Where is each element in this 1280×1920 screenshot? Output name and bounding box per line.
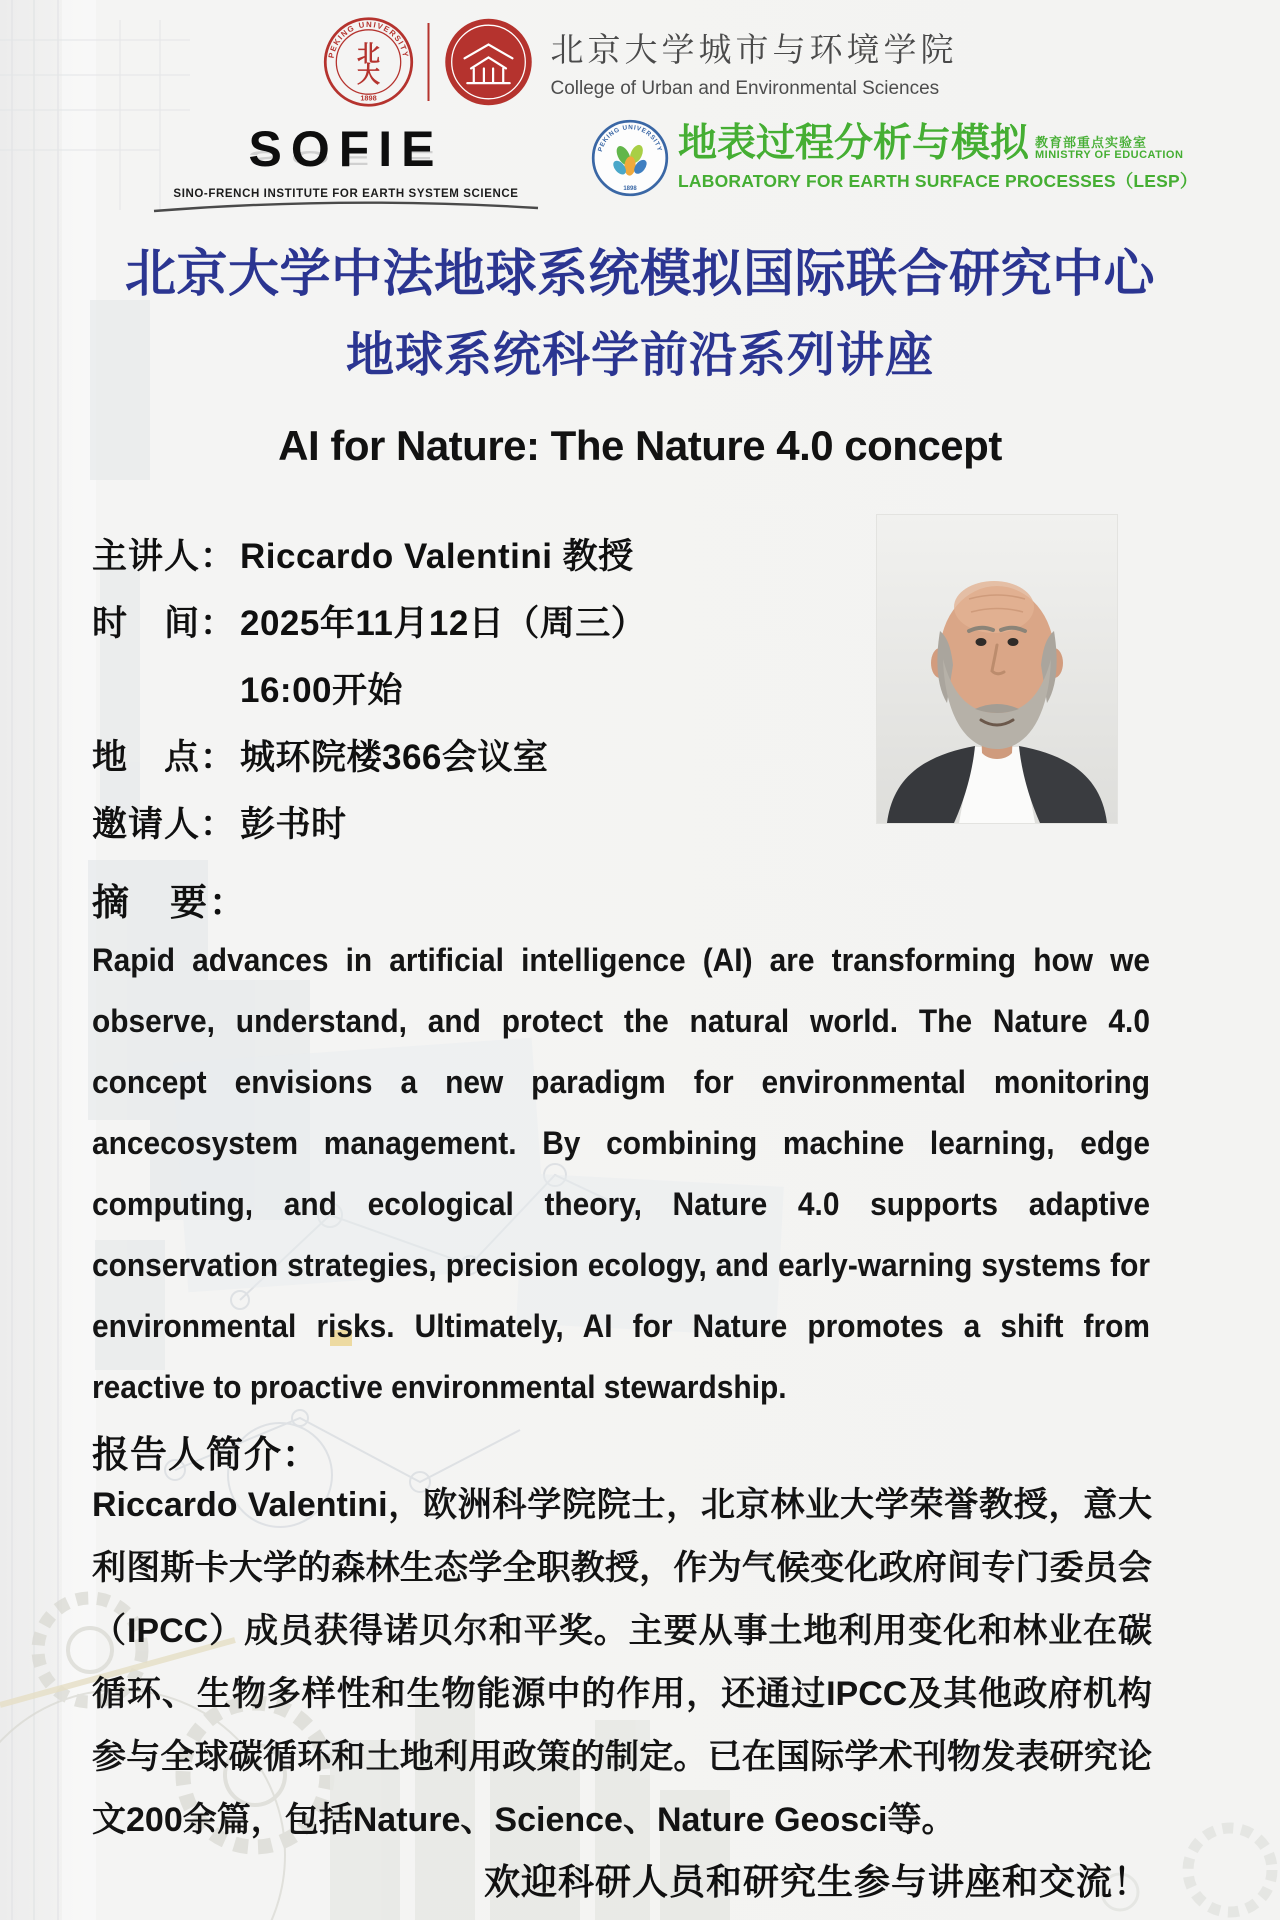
info-value: 2025年11月12日（周三） bbox=[240, 603, 647, 643]
welcome-line: 欢迎科研人员和研究生参与讲座和交流！ bbox=[483, 1861, 1150, 1902]
info-label: 地 点： bbox=[92, 737, 237, 777]
sofie-wordmark: SOFIE SOFIE bbox=[150, 124, 542, 174]
svg-text:1898: 1898 bbox=[360, 93, 377, 103]
seal-divider bbox=[428, 23, 430, 101]
lecture-title-en: AI for Nature: The Nature 4.0 concept bbox=[278, 422, 1002, 469]
header-college-block bbox=[323, 16, 958, 108]
lesp-moe-block bbox=[1035, 136, 1183, 164]
info-row-location bbox=[92, 721, 646, 788]
lesp-logo bbox=[590, 118, 1198, 198]
lesp-moe-en: MINISTRY OF EDUCATION bbox=[1035, 148, 1184, 161]
info-value: 16:00开始 bbox=[240, 670, 404, 710]
info-row-time-start bbox=[92, 654, 646, 721]
abstract-text: Rapid advances in artificial intelligence (AI) are transforming how we observe, understand, and protect the natural world. The Nature 4.0 concept envisions a new paradigm for environmental monitoring ancecosystem management. By combining machine learning, edge computing, and ecological theory, Nature 4.0 supports adaptive conservation strategies, precision ecology, and early-warning systems for environmental risks. Ultimately, AI for Nature promotes a shift from reactive to proactive environmental stewardship. bbox=[92, 942, 1150, 1405]
svg-text:PEKING UNIVERSITY: PEKING UNIVERSITY bbox=[326, 19, 411, 59]
info-row-time bbox=[92, 587, 646, 654]
info-value: Riccardo Valentini 教授 bbox=[240, 536, 634, 576]
sofie-logo bbox=[150, 121, 542, 218]
speaker-photo bbox=[876, 514, 1118, 824]
lesp-moe-cn: 教育部重点实验室 bbox=[1035, 134, 1148, 150]
college-name-en: College of Urban and Environmental Sciences bbox=[550, 78, 940, 99]
info-value: 城环院楼366会议室 bbox=[240, 737, 549, 777]
svg-text:1898: 1898 bbox=[623, 186, 637, 192]
info-value: 彭书时 bbox=[240, 804, 347, 844]
lesp-title-cn: 地表过程分析与模拟 bbox=[678, 121, 1030, 165]
pku-seal-icon bbox=[323, 16, 415, 108]
lesp-seal-icon bbox=[590, 118, 670, 198]
svg-text:大: 大 bbox=[357, 61, 380, 88]
svg-text:北: 北 bbox=[357, 40, 380, 67]
pku-gate-seal-icon bbox=[443, 16, 535, 108]
center-title-cn: 北京大学中法地球系统模拟国际联合研究中心 bbox=[124, 245, 1155, 302]
info-label: 邀请人： bbox=[92, 804, 237, 844]
lesp-title-en: LABORATORY FOR EARTH SURFACE PROCESSES（LESP） bbox=[678, 170, 1198, 191]
bio-heading: 报告人简介： bbox=[92, 1434, 320, 1475]
college-name-cn: 北京大学城市与环境学院 bbox=[550, 31, 958, 68]
info-row-speaker bbox=[92, 520, 646, 587]
info-label: 时 间： bbox=[92, 603, 237, 643]
sofie-swoosh-line bbox=[150, 201, 542, 213]
info-row-host bbox=[92, 788, 646, 855]
abstract-heading: 摘 要： bbox=[92, 882, 248, 923]
series-title-cn: 地球系统科学前沿系列讲座 bbox=[345, 329, 934, 382]
svg-text:PEKING UNIVERSITY: PEKING UNIVERSITY bbox=[596, 124, 664, 153]
college-name-block bbox=[551, 24, 958, 100]
lecture-info bbox=[92, 520, 646, 855]
lesp-text-block bbox=[678, 121, 1198, 193]
info-label: 主讲人： bbox=[92, 536, 237, 576]
bio-text: Riccardo Valentini，欧洲科学院院士，北京林业大学荣誉教授，意大利图斯卡大学的森林生态学全职教授，作为气候变化政府间专门委员会（IPCC）成员获得诺贝尔和平奖。主要从事土地利用变化和林业在碳循环、生物多样性和生物能源中的作用，还通过IPCC及其他政府机构参与全球碳循环和土地利用政策的制定。已在国际学术刊物发表研究论文200余篇，包括Nature、Science、Nature Geosci等。 bbox=[92, 1486, 1152, 1839]
sofie-subtitle: SINO-FRENCH INSTITUTE FOR EARTH SYSTEM SCIENCE bbox=[173, 188, 519, 200]
